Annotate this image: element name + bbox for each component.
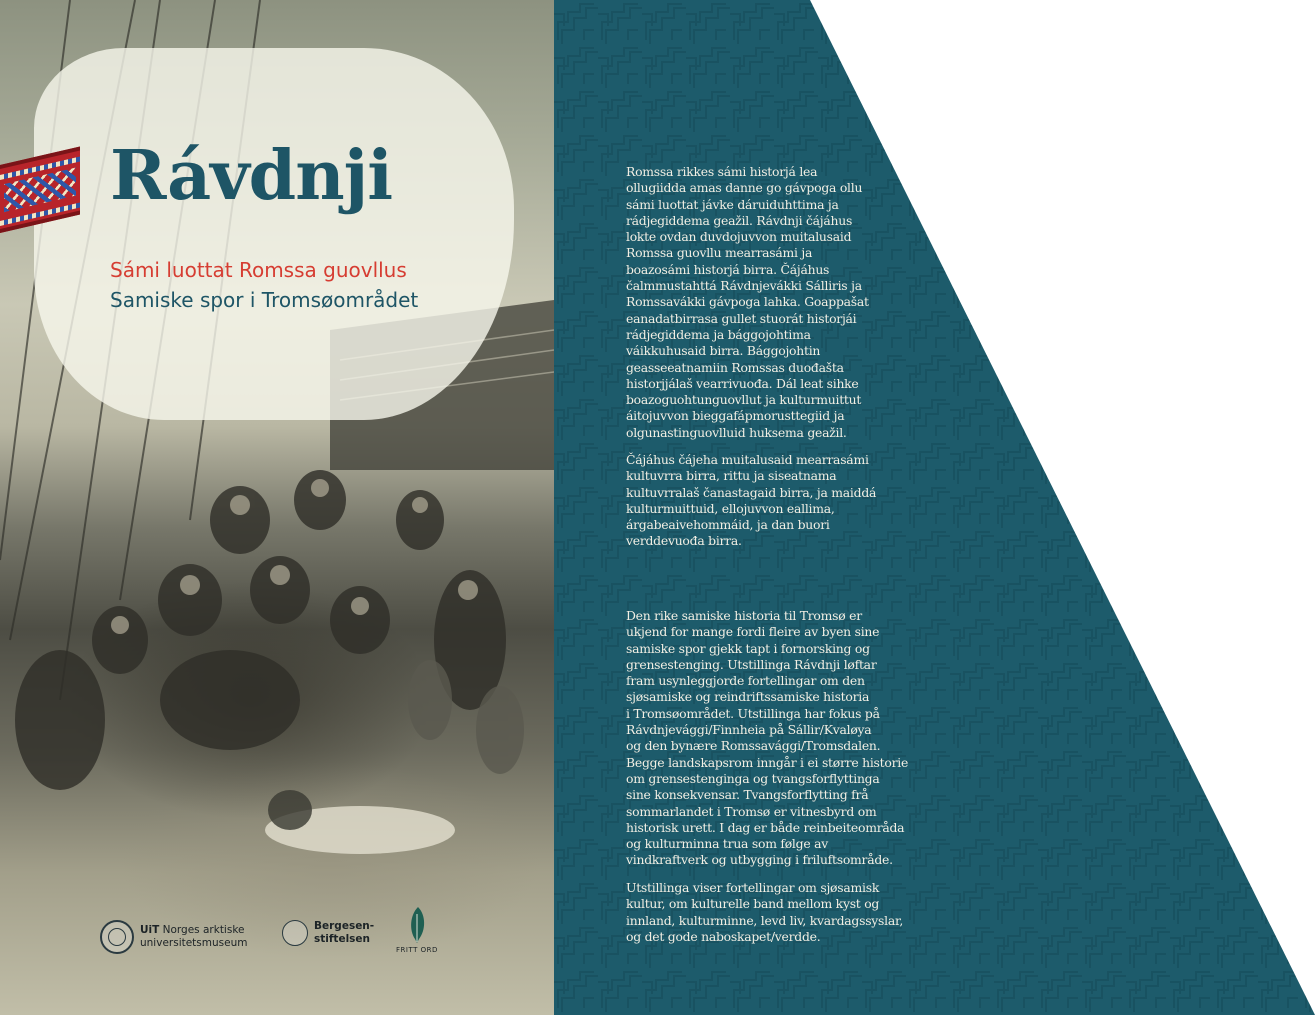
- bergesen-logo-text: [314, 920, 374, 946]
- norwegian-body-paragraph-2: Utstillinga viser fortellingar om sjøsamisk kultur, om kulturelle band mellom kyst og innland, kulturminne, levd liv, kvardagssyslar, og det gode naboskapet/verdde.: [626, 880, 904, 944]
- bergesen-logo-line1: Bergesen-: [314, 920, 375, 932]
- uit-logo-line2: universitetsmuseum: [140, 937, 248, 949]
- uit-seal-icon: [100, 920, 134, 954]
- fritt-ord-logo: [396, 906, 438, 954]
- bergesen-logo: [282, 920, 374, 946]
- title-bubble: [34, 48, 514, 420]
- subtitle-norwegian: Samiske spor i Tromsøområdet: [110, 288, 419, 312]
- uit-logo-text: [140, 924, 247, 950]
- bergesen-seal-icon: [282, 920, 308, 946]
- sami-body-paragraph-1: Romssa rikkes sámi historjá lea ollugiidda amas danne go gávpoga ollu sámi luottat jávke dáruiduhttima ja rádjegiddema geažil. Rávdnji čájáhus lokte ovdan duvdojuvvon muitalusaid Romssa guovllu mearrasámi ja boazosámi historjá birra. Čájáhus čalmmustahttá Rávdnjevákki Sálliris ja Romssavákki gávpoga lahka. Goappašat eanadatbirrasa gullet stuorát historjái rádjegiddema ja bággojohtima váikkuhusaid birra. Bággojohtin geasseeatnamiin Romssas duođašta historjjálaš vearrivuođa. Dál leat sihke boazoguohtunguovllut ja kulturmuittut áitojuvvon bieggafápmorusttegiid ja olgunastinguovlluid huksema geažil.: [626, 164, 869, 440]
- subtitle-sami: Sámi luottat Romssa guovllus: [110, 258, 407, 282]
- feather-icon: [404, 906, 430, 944]
- uit-museum-logo: [100, 920, 247, 954]
- fritt-ord-label: FRITT ORD: [396, 946, 438, 954]
- bergesen-logo-line2: stiftelsen: [314, 933, 371, 946]
- sami-body-paragraph-2: Čájáhus čájeha muitalusaid mearrasámi kultuvrra birra, rittu ja siseatnama kultuvrralaš čanastagaid birra, ja maiddá kulturmuittuid, ellojuvvon eallima, árgabeaivehommáid, ja dan buori verddevuođa birra.: [626, 452, 877, 549]
- norwegian-body-paragraph-1: Den rike samiske historia til Tromsø er ukjend for mange fordi fleire av byen sine samiske spor gjekk tapt i fornorsking og grensestenging. Utstillinga Rávdnji løftar fram usynleggjorde fortellingar om den sjøsamiske og reindriftssamiske historia i Tromsøområdet. Utstillinga har fokus på Rávdnjevággi/Finnheia på Sállir/Kvaløya og den bynære Romssavággi/Tromsdalen. Begge landskapsrom inngår i ei større historie om grensestenginga og tvangsforflyttinga sine konsekvensar. Tvangsforflytting frå sommarlandet i Tromsø er vitnesbyrd om historisk urett. I dag er både reinbeiteområda og kulturminna trua som følge av vindkraftverk og utbygging i friluftsområde.: [626, 608, 909, 868]
- uit-logo-bold: UiT: [140, 923, 160, 936]
- cover-photo-panel: [0, 0, 554, 1015]
- uit-logo-line1: Norges arktiske: [162, 923, 245, 936]
- text-panel: [554, 0, 1315, 1015]
- exhibition-title: Rávdnji: [110, 136, 393, 216]
